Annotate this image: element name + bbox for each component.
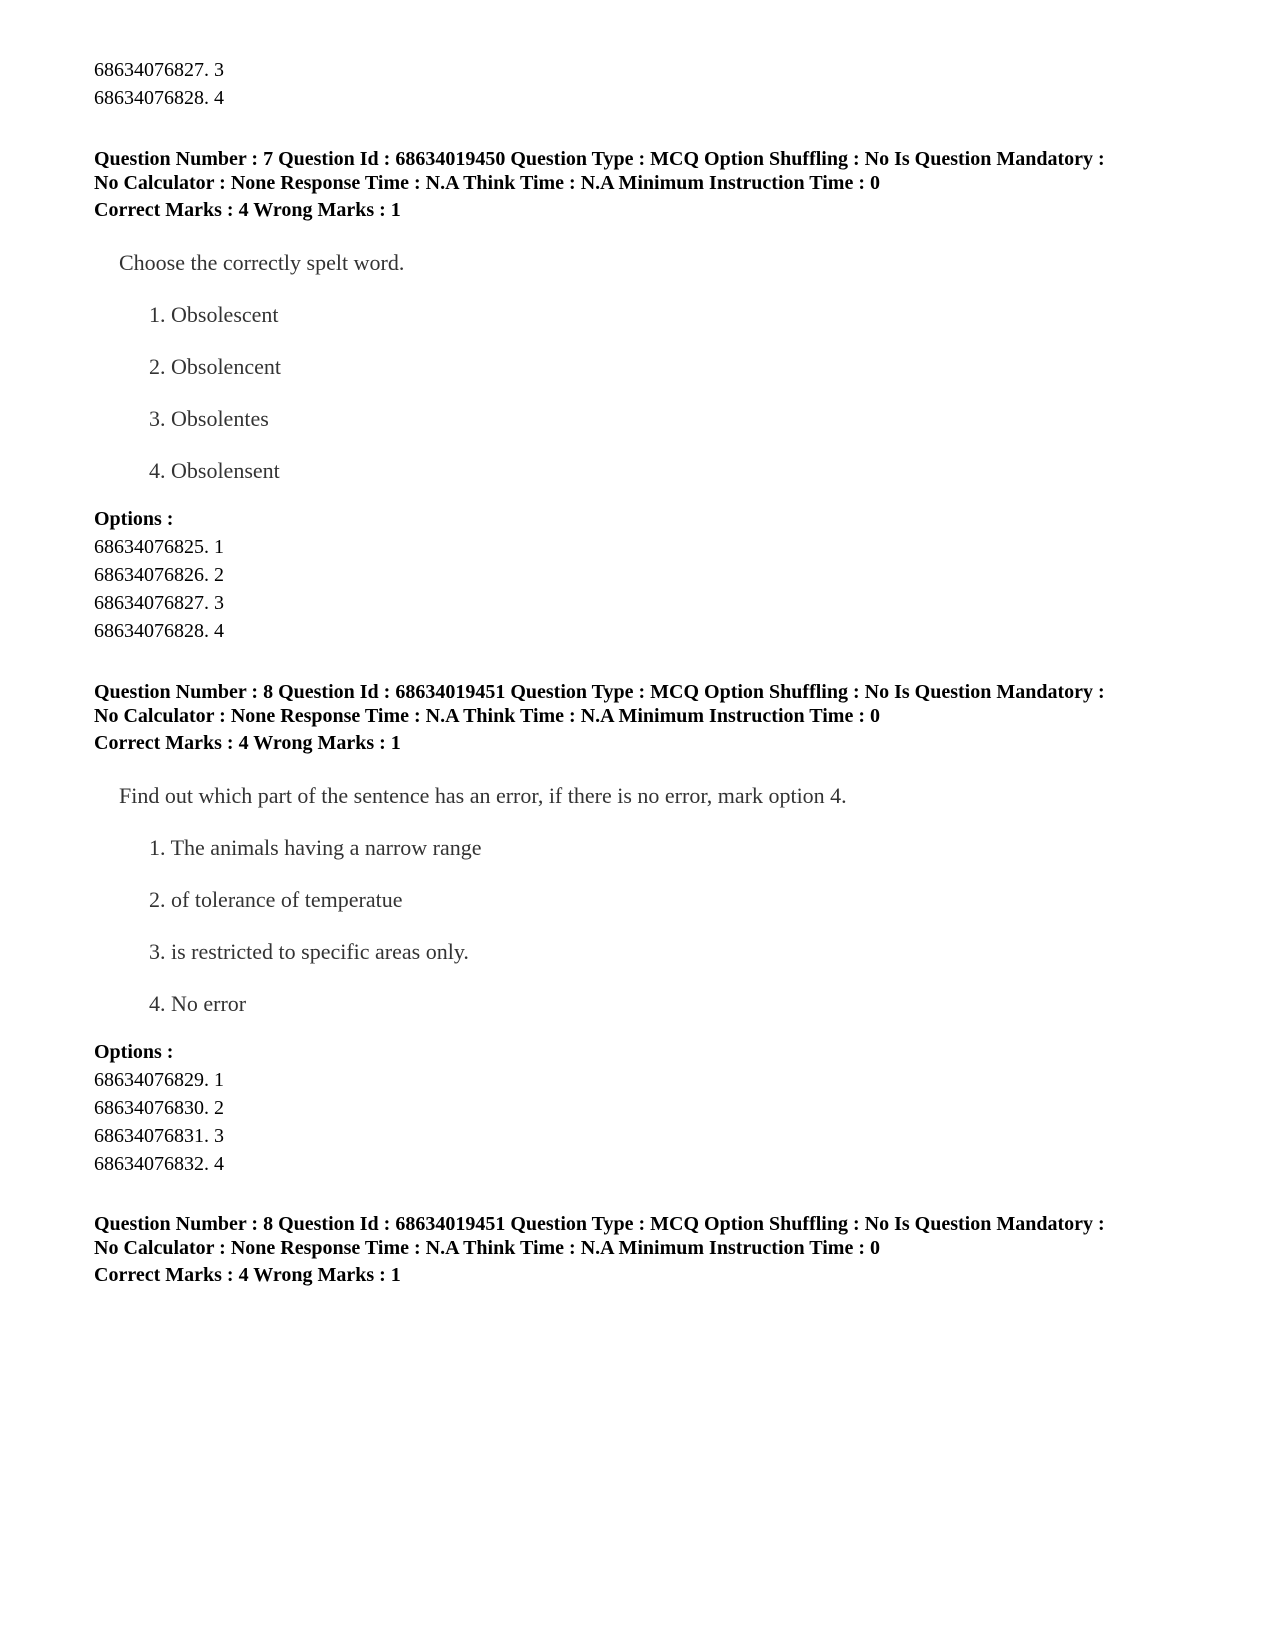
- question-choice: 2. of tolerance of temperatue: [149, 887, 403, 912]
- options-block-8: [94, 1038, 1214, 1178]
- options-block-7: [94, 505, 1214, 645]
- question-choice: 4. Obsolensent: [149, 458, 280, 483]
- question-meta-line-2: No Calculator : None Response Time : N.A Think Time : N.A Minimum Instruction Time : 0: [94, 705, 880, 727]
- question-body-7: [94, 248, 1214, 486]
- question-choice: 3. Obsolentes: [149, 406, 269, 431]
- question-marks: Correct Marks : 4 Wrong Marks : 1: [94, 732, 401, 754]
- option-id-line: 68634076828. 4: [94, 87, 224, 109]
- option-id-line: 68634076831. 3: [94, 1125, 224, 1147]
- question-prompt: Find out which part of the sentence has an error, if there is no error, mark option 4.: [119, 783, 847, 808]
- previous-options-list: [94, 56, 1214, 112]
- question-block-8: [94, 680, 1214, 758]
- option-id-line: 68634076828. 4: [94, 620, 224, 642]
- question-meta-line-1: Question Number : 8 Question Id : 68634019451 Question Type : MCQ Option Shuffling : No Is Question Mandatory :: [94, 1213, 1105, 1235]
- option-id-line: 68634076825. 1: [94, 536, 224, 558]
- question-choice: 1. The animals having a narrow range: [149, 835, 482, 860]
- option-id-line: 68634076832. 4: [94, 1153, 224, 1175]
- question-marks: Correct Marks : 4 Wrong Marks : 1: [94, 199, 401, 221]
- question-choice: 2. Obsolencent: [149, 354, 281, 379]
- question-choice: 1. Obsolescent: [149, 302, 279, 327]
- question-choice: 3. is restricted to specific areas only.: [149, 939, 469, 964]
- question-meta-line-1: Question Number : 8 Question Id : 68634019451 Question Type : MCQ Option Shuffling : No Is Question Mandatory :: [94, 681, 1105, 703]
- question-marks: Correct Marks : 4 Wrong Marks : 1: [94, 1264, 401, 1286]
- question-choice: 4. No error: [149, 991, 247, 1016]
- options-label: Options :: [94, 1041, 174, 1063]
- question-meta-line-2: No Calculator : None Response Time : N.A Think Time : N.A Minimum Instruction Time : 0: [94, 172, 880, 194]
- options-label: Options :: [94, 508, 174, 530]
- question-meta: [94, 1212, 1214, 1290]
- question-block-7: [94, 147, 1214, 225]
- option-id-line: 68634076829. 1: [94, 1069, 224, 1091]
- option-id-line: 68634076827. 3: [94, 59, 224, 81]
- question-body-8: [94, 781, 1214, 1019]
- question-prompt: Choose the correctly spelt word.: [119, 250, 405, 275]
- question-meta-line-1: Question Number : 7 Question Id : 68634019450 Question Type : MCQ Option Shuffling : No Is Question Mandatory :: [94, 148, 1105, 170]
- option-id-line: 68634076827. 3: [94, 592, 224, 614]
- question-meta: [94, 147, 1214, 225]
- option-id-line: 68634076830. 2: [94, 1097, 224, 1119]
- option-id-line: 68634076826. 2: [94, 564, 224, 586]
- question-meta: [94, 680, 1214, 758]
- question-block-next: [94, 1212, 1214, 1290]
- question-meta-line-2: No Calculator : None Response Time : N.A Think Time : N.A Minimum Instruction Time : 0: [94, 1237, 880, 1259]
